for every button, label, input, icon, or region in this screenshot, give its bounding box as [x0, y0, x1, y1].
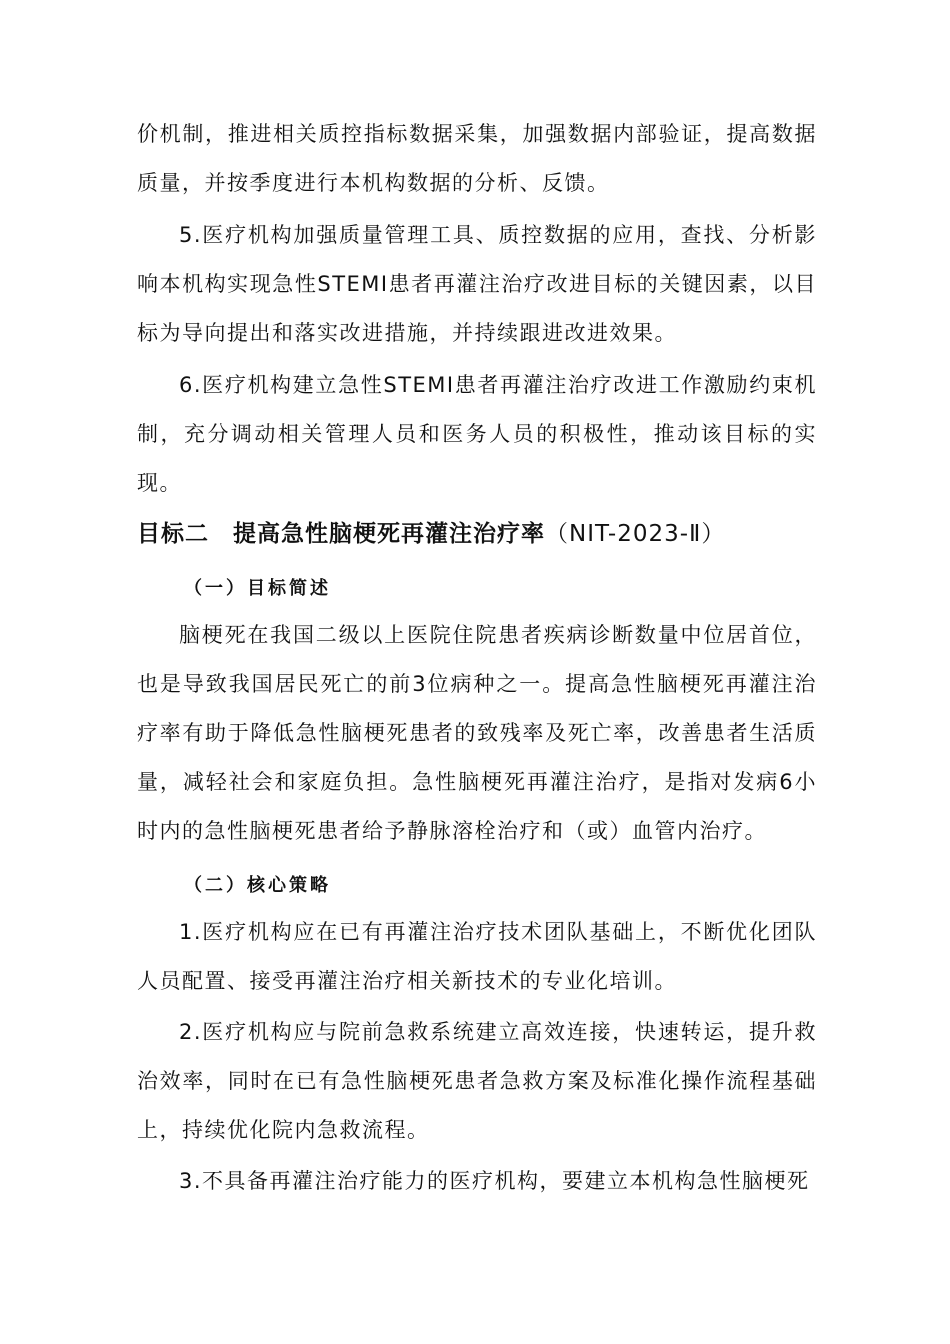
section-two-heading: （二）核心策略: [184, 875, 331, 896]
goal-two-label: 目标二: [137, 521, 209, 547]
goal-two-heading: [137, 514, 837, 554]
section-one-heading: （一）目标简述: [184, 578, 331, 599]
strategy-item-2: 2.医疗机构应与院前急救系统建立高效连接，快速转运，提升救治效率，同时在已有急性脑梗死患者急救方案及标准化操作流程基础上，持续优化院内急救流程。: [137, 1020, 817, 1142]
section-one-body: 脑梗死在我国二级以上医院住院患者疾病诊断数量中位居首位，也是导致我国居民死亡的前3位病种之一。提高急性脑梗死再灌注治疗率有助于降低急性脑梗死患者的致残率及死亡率，改善患者生活质量，减轻社会和家庭负担。急性脑梗死再灌注治疗，是指对发病6小时内的急性脑梗死患者给予静脉溶栓治疗和（或）血管内治疗。: [137, 623, 817, 843]
paragraph-item-5: 5.医疗机构加强质量管理工具、质控数据的应用，查找、分析影响本机构实现急性STEMI患者再灌注治疗改进目标的关键因素，以目标为导向提出和落实改进措施，并持续跟进改进效果。: [137, 223, 817, 345]
paragraph-item-6: 6.医疗机构建立急性STEMI患者再灌注治疗改进工作激励约束机制，充分调动相关管理人员和医务人员的积极性，推动该目标的实现。: [137, 373, 817, 495]
goal-two-code: （NIT-2023-Ⅱ）: [545, 521, 726, 547]
strategy-item-3: 3.不具备再灌注治疗能力的医疗机构，要建立本机构急性脑梗死: [179, 1169, 810, 1193]
paragraph-continuation: 价机制，推进相关质控指标数据采集，加强数据内部验证，提高数据质量，并按季度进行本机构数据的分析、反馈。: [137, 122, 817, 195]
strategy-item-1: 1.医疗机构应在已有再灌注治疗技术团队基础上，不断优化团队人员配置、接受再灌注治疗相关新技术的专业化培训。: [137, 920, 817, 993]
goal-two-title: 提高急性脑梗死再灌注治疗率: [233, 521, 545, 547]
